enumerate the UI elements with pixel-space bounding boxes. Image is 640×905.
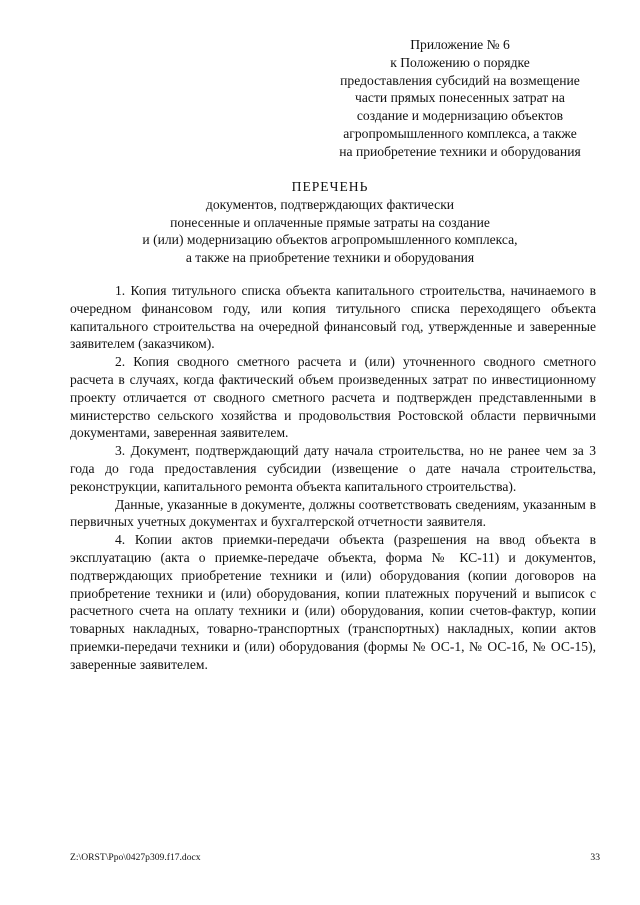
document-title: ПЕРЕЧЕНЬ <box>291 179 369 194</box>
paragraph-item-1: 1. Копия титульного списка объекта капитального строительства, начинаемого в очередном финансовом году, или копия титульного списка переходящего объекта капитального строительства на очередной финансовый год, утвержденные и заверенные заявителем (заказчиком). <box>70 283 596 352</box>
appendix-header <box>300 36 620 161</box>
paragraph-note: Данные, указанные в документе, должны соответствовать сведениям, указанным в первичных учетных документах и бухгалтерской отчетности заявителя. <box>70 496 596 530</box>
paragraph-item-4: 4. Копии актов приемки-передачи объекта (разрешения на ввод объекта в эксплуатацию (акта о приемке-передаче объекта, форма № КС-11) и документов, подтверждающих приобретение техники и (или) оборудования (копии договоров на приобретение техники и (или) оборудования, копии платежных поручений и выписок с расчетного счета на оплату техники и (или) оборудования, копии счетов-фактур, копии товарных накладных, товарно-транспортных (транспортных) накладных, копии актов приемки-передачи техники и (или) оборудования (формы № ОС-1, № ОС-1б, № ОС-15), заверенные заявителем. <box>70 532 596 672</box>
document-subtitle-line: понесенные и оплаченные прямые затраты на создание <box>170 214 490 230</box>
appendix-line: Приложение № 6 <box>410 37 510 52</box>
paragraph-item-2: 2. Копия сводного сметного расчета и (или) уточненного сводного сметного расчета в случаях, когда фактический объем произведенных затрат по инвестиционному проекту отличается от сводного сметного расчета и подтвержден представленными в министерство сельского хозяйства и продовольствия Ростовской области первичными документами, заверенная заявителем. <box>70 354 596 441</box>
paragraph-item-3: 3. Документ, подтверждающий дату начала строительства, но не ранее чем за 3 года до года предоставления субсидии (извещение о дате начала строительства, реконструкции, капитального ремонта объекта капитального строительства). <box>70 443 596 494</box>
footer-page-number: 33 <box>590 852 600 863</box>
document-subtitle-line: документов, подтверждающих фактически <box>205 197 455 213</box>
footer-file-path: Z:\ORST\Ppo\0427p309.f17.docx <box>70 852 201 863</box>
appendix-line: агропромышленного комплекса, а также <box>343 125 577 141</box>
appendix-line: части прямых понесенных затрат на <box>355 90 565 106</box>
appendix-line: предоставления субсидий на возмещение <box>340 72 580 88</box>
appendix-line: создание и модернизацию объектов <box>356 108 564 124</box>
document-subtitle-line: и (или) модернизацию объектов агропромышленного комплекса, <box>142 232 518 248</box>
document-subtitle-line: а также на приобретение техники и оборудования <box>185 249 475 265</box>
document-body <box>70 282 596 674</box>
appendix-line: на приобретение техники и оборудования <box>339 143 581 159</box>
document-title-block <box>60 178 600 266</box>
appendix-line: к Положению о порядке <box>390 54 530 70</box>
